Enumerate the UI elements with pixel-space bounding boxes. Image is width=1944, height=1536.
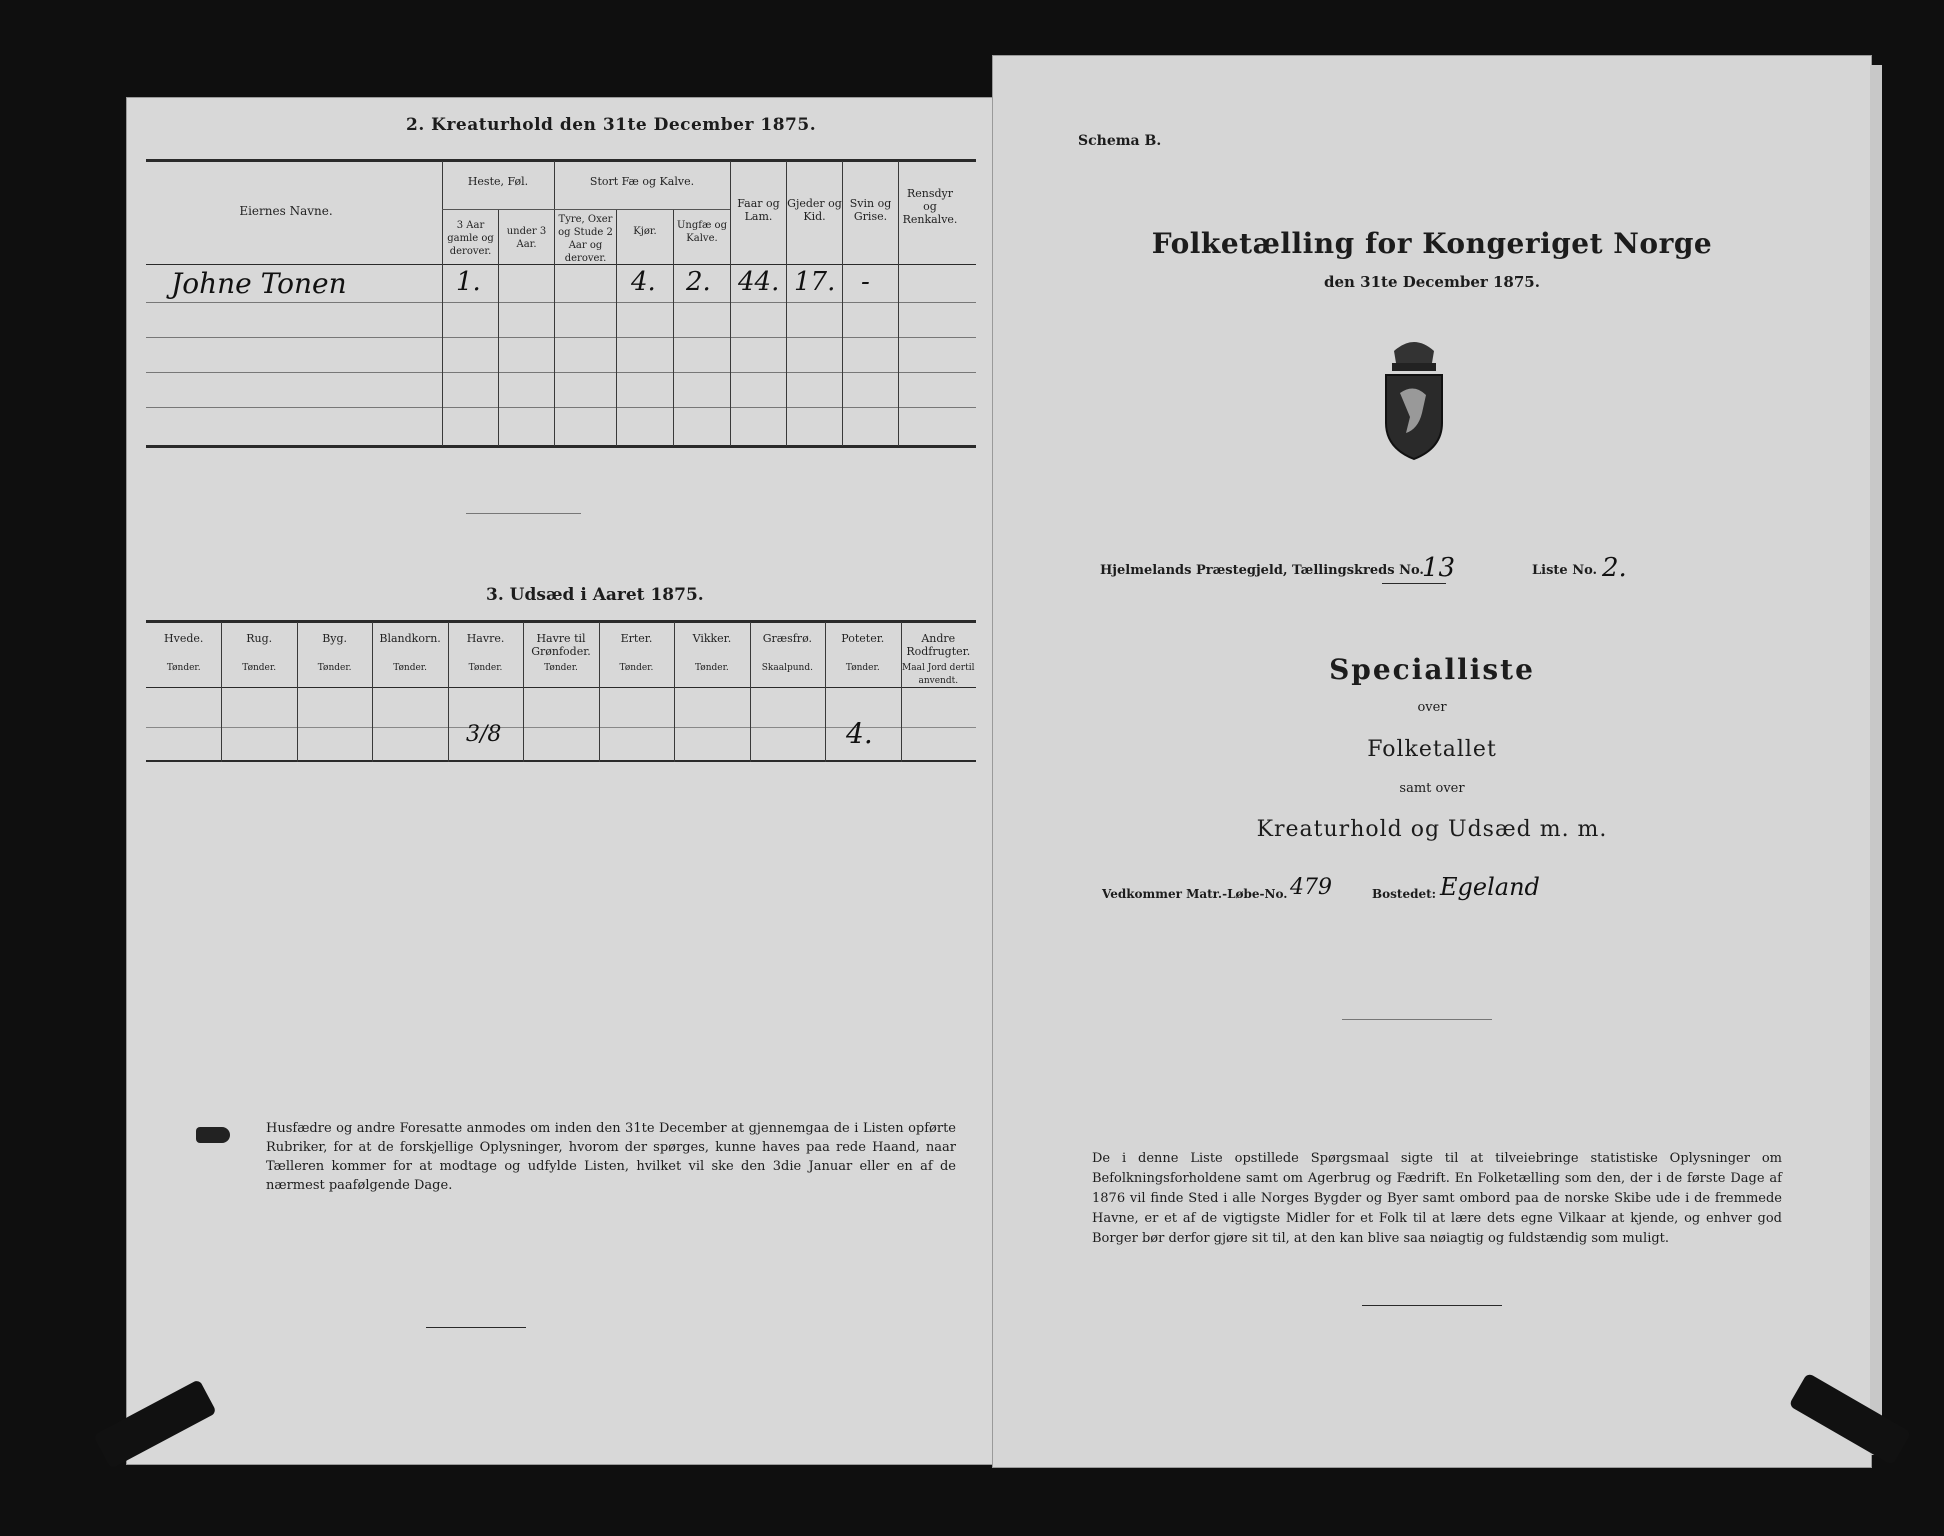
table3-unit-8: Skaalpund. bbox=[761, 663, 813, 673]
table2-row-line bbox=[146, 407, 976, 408]
faint-separator bbox=[466, 513, 581, 514]
section2-title: 2. Kreaturhold den 31te December 1875. bbox=[406, 115, 817, 135]
table3-unit-5: Tønder. bbox=[544, 663, 578, 673]
folketallet-text: Folketallet bbox=[1367, 737, 1497, 762]
kreaturhold-text: Kreaturhold og Udsæd m. m. bbox=[1256, 817, 1608, 842]
coat-of-arms-icon bbox=[1374, 333, 1454, 463]
left-page bbox=[126, 97, 996, 1465]
table3-header-8: Græsfrø. bbox=[762, 632, 812, 645]
table3-unit-2: Tønder. bbox=[317, 663, 352, 673]
table2-subheader-rule bbox=[442, 209, 730, 210]
footer-text: De i denne Liste opstillede Spørgsmaal sigte til at tilveiebringe statistiske Oplysninger om Befolkningsforholdene samt om Agerbrug og Fædrift. En Folketælling som den, der i de første Dage af 1876 vil finde Sted i alle Norges Bygder og Byer samt ombord paa de norske Skibe ude i de fremmede Havne, er et af de vigtigste Midler for et Folk til at lære dets egne Vilkaar at kjende, og enhver god Borger bør derfor gjøre sit til, at den kan blive saa nøiagtig og fuldstændig som muligt. bbox=[1092, 1151, 1782, 1246]
main-title: Folketælling for Kongeriget Norge bbox=[1151, 227, 1713, 260]
table2-col-line bbox=[442, 161, 443, 446]
bosted-value: Egeland bbox=[1440, 873, 1540, 901]
header-owner: Eiernes Navne. bbox=[239, 204, 333, 218]
schema-label: Schema B. bbox=[1078, 133, 1162, 149]
header-cattle-b: Kjør. bbox=[633, 226, 657, 237]
footer-separator bbox=[1362, 1305, 1502, 1306]
table3-header-7: Vikker. bbox=[692, 632, 732, 645]
bosted-label: Bostedet: bbox=[1372, 887, 1437, 901]
goats-value: 17. bbox=[794, 267, 836, 297]
mid-separator bbox=[1342, 1019, 1492, 1020]
table3-top-rule bbox=[146, 620, 976, 623]
header-cattle-a: Tyre, Oxer og Stude 2 Aar og derover. bbox=[558, 214, 613, 264]
table2-row-line bbox=[146, 337, 976, 338]
district-number: 13 bbox=[1422, 553, 1456, 583]
table3-unit-0: Tønder. bbox=[166, 663, 201, 673]
table3-header-3: Blandkorn. bbox=[379, 632, 441, 645]
table3-unit-9: Tønder. bbox=[845, 663, 880, 673]
title-separator bbox=[1382, 583, 1446, 584]
notice-text: Husfædre og andre Foresatte anmodes om inden den 31te December at gjennemgaa de i Listen opførte Rubriker, for at de forskjellige Oplysninger, hvorom der spørges, kunne haves paa rede Haand, naar Tælleren kommer for at modtage og udfylde Listen, hvilket vil ske den 3die Januar eller en af de nærmest paafølgende Dage. bbox=[266, 1121, 956, 1193]
young-cattle-value: 2. bbox=[686, 267, 711, 297]
header-cattle-c: Ungfæ og Kalve. bbox=[677, 220, 727, 244]
table3-unit-3: Tønder. bbox=[393, 663, 427, 673]
list-label: Liste No. bbox=[1532, 563, 1598, 578]
pigs-value: - bbox=[861, 267, 870, 297]
short-rule bbox=[426, 1327, 526, 1328]
horses-value: 1. bbox=[456, 267, 481, 297]
header-cattle: Stort Fæ og Kalve. bbox=[589, 175, 695, 188]
table2-bottom-rule bbox=[146, 445, 976, 448]
header-pigs: Svin og Grise. bbox=[849, 197, 892, 223]
title-date: den 31te December 1875. bbox=[1324, 273, 1540, 291]
matr-value: 479 bbox=[1290, 875, 1332, 900]
poteter-value: 4. bbox=[846, 717, 873, 750]
table2-row-line bbox=[146, 302, 976, 303]
header-goats: Gjeder og Kid. bbox=[787, 197, 842, 223]
table3-unit-6: Tønder. bbox=[619, 663, 654, 673]
header-sheep: Faar og Lam. bbox=[737, 197, 780, 223]
list-number: 2. bbox=[1602, 553, 1627, 583]
sheep-value: 44. bbox=[738, 267, 780, 297]
table3-header-0: Hvede. bbox=[164, 632, 204, 645]
table3-unit-4: Tønder. bbox=[468, 663, 503, 673]
special-title: Specialliste bbox=[1329, 653, 1535, 686]
right-page bbox=[992, 55, 1872, 1468]
table2-row-line bbox=[146, 372, 976, 373]
header-horses-a: 3 Aar gamle og derover. bbox=[447, 220, 494, 257]
table2-col-line bbox=[554, 161, 555, 446]
pointing-hand-icon bbox=[196, 1127, 230, 1143]
table3-header-2: Byg. bbox=[322, 632, 348, 645]
matr-label: Vedkommer Matr.-Løbe-No. bbox=[1102, 887, 1288, 901]
table3-unit-7: Tønder. bbox=[695, 663, 729, 673]
over-text: over bbox=[1417, 700, 1447, 715]
table3-header-6: Erter. bbox=[620, 632, 653, 645]
table2-col-line bbox=[616, 209, 617, 446]
table3-header-1: Rug. bbox=[246, 632, 273, 645]
table3-header-rule bbox=[146, 687, 976, 688]
table3-header-10: Andre Rodfrugter. bbox=[906, 632, 971, 658]
district-label: Hjelmelands Præstegjeld, Tællingskreds No. bbox=[1100, 563, 1424, 578]
owner-name: Johne Tonen bbox=[171, 267, 347, 300]
table3-header-4: Havre. bbox=[466, 632, 505, 645]
cows-value: 4. bbox=[631, 267, 656, 297]
table3-header-9: Poteter. bbox=[841, 632, 885, 645]
table3-unit-10: Maal Jord dertil anvendt. bbox=[902, 663, 975, 686]
header-reindeer: Rensdyr og Renkalve. bbox=[902, 187, 958, 226]
table3-header-5: Havre til Grønfoder. bbox=[531, 632, 591, 658]
havre-value: 3/8 bbox=[466, 722, 502, 747]
header-horses-b: under 3 Aar. bbox=[506, 226, 547, 250]
table3-bottom-rule bbox=[146, 760, 976, 762]
table3-unit-1: Tønder. bbox=[242, 663, 277, 673]
section3-title: 3. Udsæd i Aaret 1875. bbox=[486, 585, 704, 605]
table2-top-rule bbox=[146, 159, 976, 162]
samt-over-text: samt over bbox=[1399, 781, 1465, 796]
header-horses: Heste, Føl. bbox=[467, 175, 529, 188]
